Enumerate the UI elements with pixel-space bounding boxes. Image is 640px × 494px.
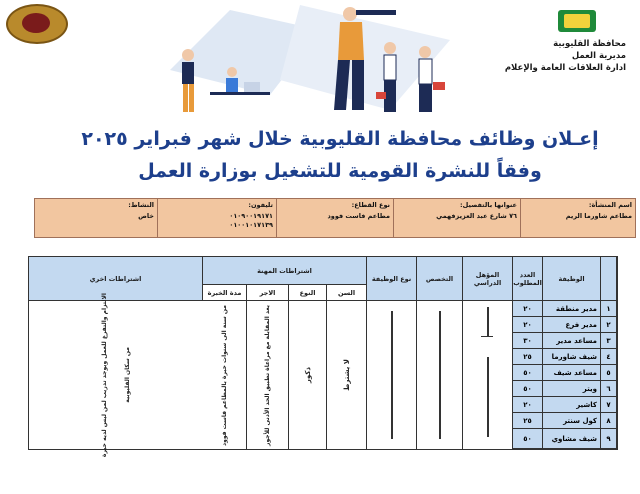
establishment-label: اسم المنشأة: — [588, 201, 632, 209]
job-count: ٢٠ — [513, 397, 543, 413]
jobs-table — [28, 256, 618, 458]
row-number: ٧ — [601, 397, 617, 413]
activity-label: النشاط: — [128, 201, 154, 209]
address-value: ٧٦ شارع عبد العزيزفهمي — [436, 212, 517, 220]
row-number: ٢ — [601, 317, 617, 333]
wage-value: يعد المقابلة مع مراعاة تطبيق الحد الأدنى للأجور — [264, 304, 271, 446]
sector-value: مطاعم فاست فوود — [327, 212, 390, 220]
establishment-info-bar — [34, 198, 636, 238]
gov-line-2: مديرية العمل — [571, 51, 626, 61]
job-title: ويتر — [543, 381, 601, 397]
experience-value: من سنة الى سنوات خبرة بالمطاعم فاست فوود — [221, 304, 228, 446]
job-count: ٣٠ — [513, 333, 543, 349]
phone-label: تليفون: — [248, 201, 273, 209]
job-header: الوظيفة — [543, 257, 601, 301]
job-count: ٥٠ — [513, 365, 543, 381]
wage-column — [247, 301, 289, 449]
job-search-illustration — [150, 0, 470, 120]
specialty-column — [417, 301, 463, 449]
job-count: ٥٠ — [513, 429, 543, 449]
phone-value-1: ٠١٠٩٠٠١٩١٧١ — [229, 212, 273, 220]
job-title: شيف مشاوي — [543, 429, 601, 449]
establishment-cell — [520, 199, 635, 237]
gov-line-1: محافظة القليوبية — [553, 39, 626, 49]
job-title: مدير منطقة — [543, 301, 601, 317]
row-number: ٤ — [601, 349, 617, 365]
job-count: ٢٠ — [513, 301, 543, 317]
wage-header: الاجر — [247, 285, 289, 301]
address-label: عنوانها بالتفصيل: — [460, 201, 517, 209]
job-type-column — [367, 301, 417, 449]
age-column — [327, 301, 367, 449]
gender-column — [289, 301, 327, 449]
qualification-header: المؤهل الدراسي — [463, 257, 513, 301]
job-title: مدير فرع — [543, 317, 601, 333]
job-title: شيف شاورما — [543, 349, 601, 365]
job-rows — [513, 301, 617, 449]
job-title: كاشير — [543, 397, 601, 413]
row-number: ٥ — [601, 365, 617, 381]
age-value: لا يشترط — [342, 359, 351, 391]
other-requirement-1: الالتزام والتفرغ للعمل ويوجد تدريب لمن ليس لديه خبرة — [101, 292, 108, 458]
job-title: مساعد شيف — [543, 365, 601, 381]
other-requirements-header: اشتراطات اخري — [29, 257, 203, 301]
activity-value: خاص — [138, 212, 154, 220]
establishment-value: مطاعم شاورما الريم — [565, 212, 632, 220]
gender-header: النوع — [289, 285, 327, 301]
row-number: ٩ — [601, 429, 617, 449]
row-number: ٨ — [601, 413, 617, 429]
phone-cell — [157, 199, 276, 237]
count-header: العدد المطلوب — [513, 257, 543, 301]
sector-label: نوع القطاع: — [351, 201, 390, 209]
announcement-title: إعـلان وظائف محافظة القليوبية خلال شهر فبراير ٢٠٢٥ — [81, 128, 599, 150]
governorate-logo — [558, 10, 596, 32]
specialty-header: التخصص — [417, 257, 463, 301]
egypt-emblem-logo — [6, 4, 68, 44]
job-count: ٢٥ — [513, 413, 543, 429]
age-header: السن — [327, 285, 367, 301]
row-number: ٣ — [601, 333, 617, 349]
other-requirements-column — [29, 292, 203, 458]
job-count: ٥٠ — [513, 381, 543, 397]
announcement-subtitle: وفقاً للنشرة القومية للتشغيل بوزارة العمل — [138, 160, 542, 182]
gender-value: ذكور — [303, 366, 312, 384]
row-number: ١ — [601, 301, 617, 317]
address-cell — [393, 199, 520, 237]
phone-value-2: ٠١٠٠١٠١٧١٣٩ — [229, 221, 273, 229]
num-header — [601, 257, 617, 301]
job-title: مساعد مدير — [543, 333, 601, 349]
requirements-header: اشتراطات المهنة — [203, 257, 367, 285]
job-count: ٢٠ — [513, 317, 543, 333]
sector-cell — [276, 199, 393, 237]
job-type-header: نوع الوظيفة — [367, 257, 417, 301]
job-count: ٢٥ — [513, 349, 543, 365]
job-title: كول سنتر — [543, 413, 601, 429]
experience-header: مدة الخبرة — [203, 285, 247, 301]
other-requirement-2: من سكان القليوبية — [124, 347, 131, 403]
row-number: ٦ — [601, 381, 617, 397]
experience-column — [203, 301, 247, 449]
gov-line-3: ادارة العلاقات العامة والإعلام — [504, 63, 626, 73]
qualification-column — [463, 301, 513, 449]
activity-cell — [35, 199, 157, 237]
